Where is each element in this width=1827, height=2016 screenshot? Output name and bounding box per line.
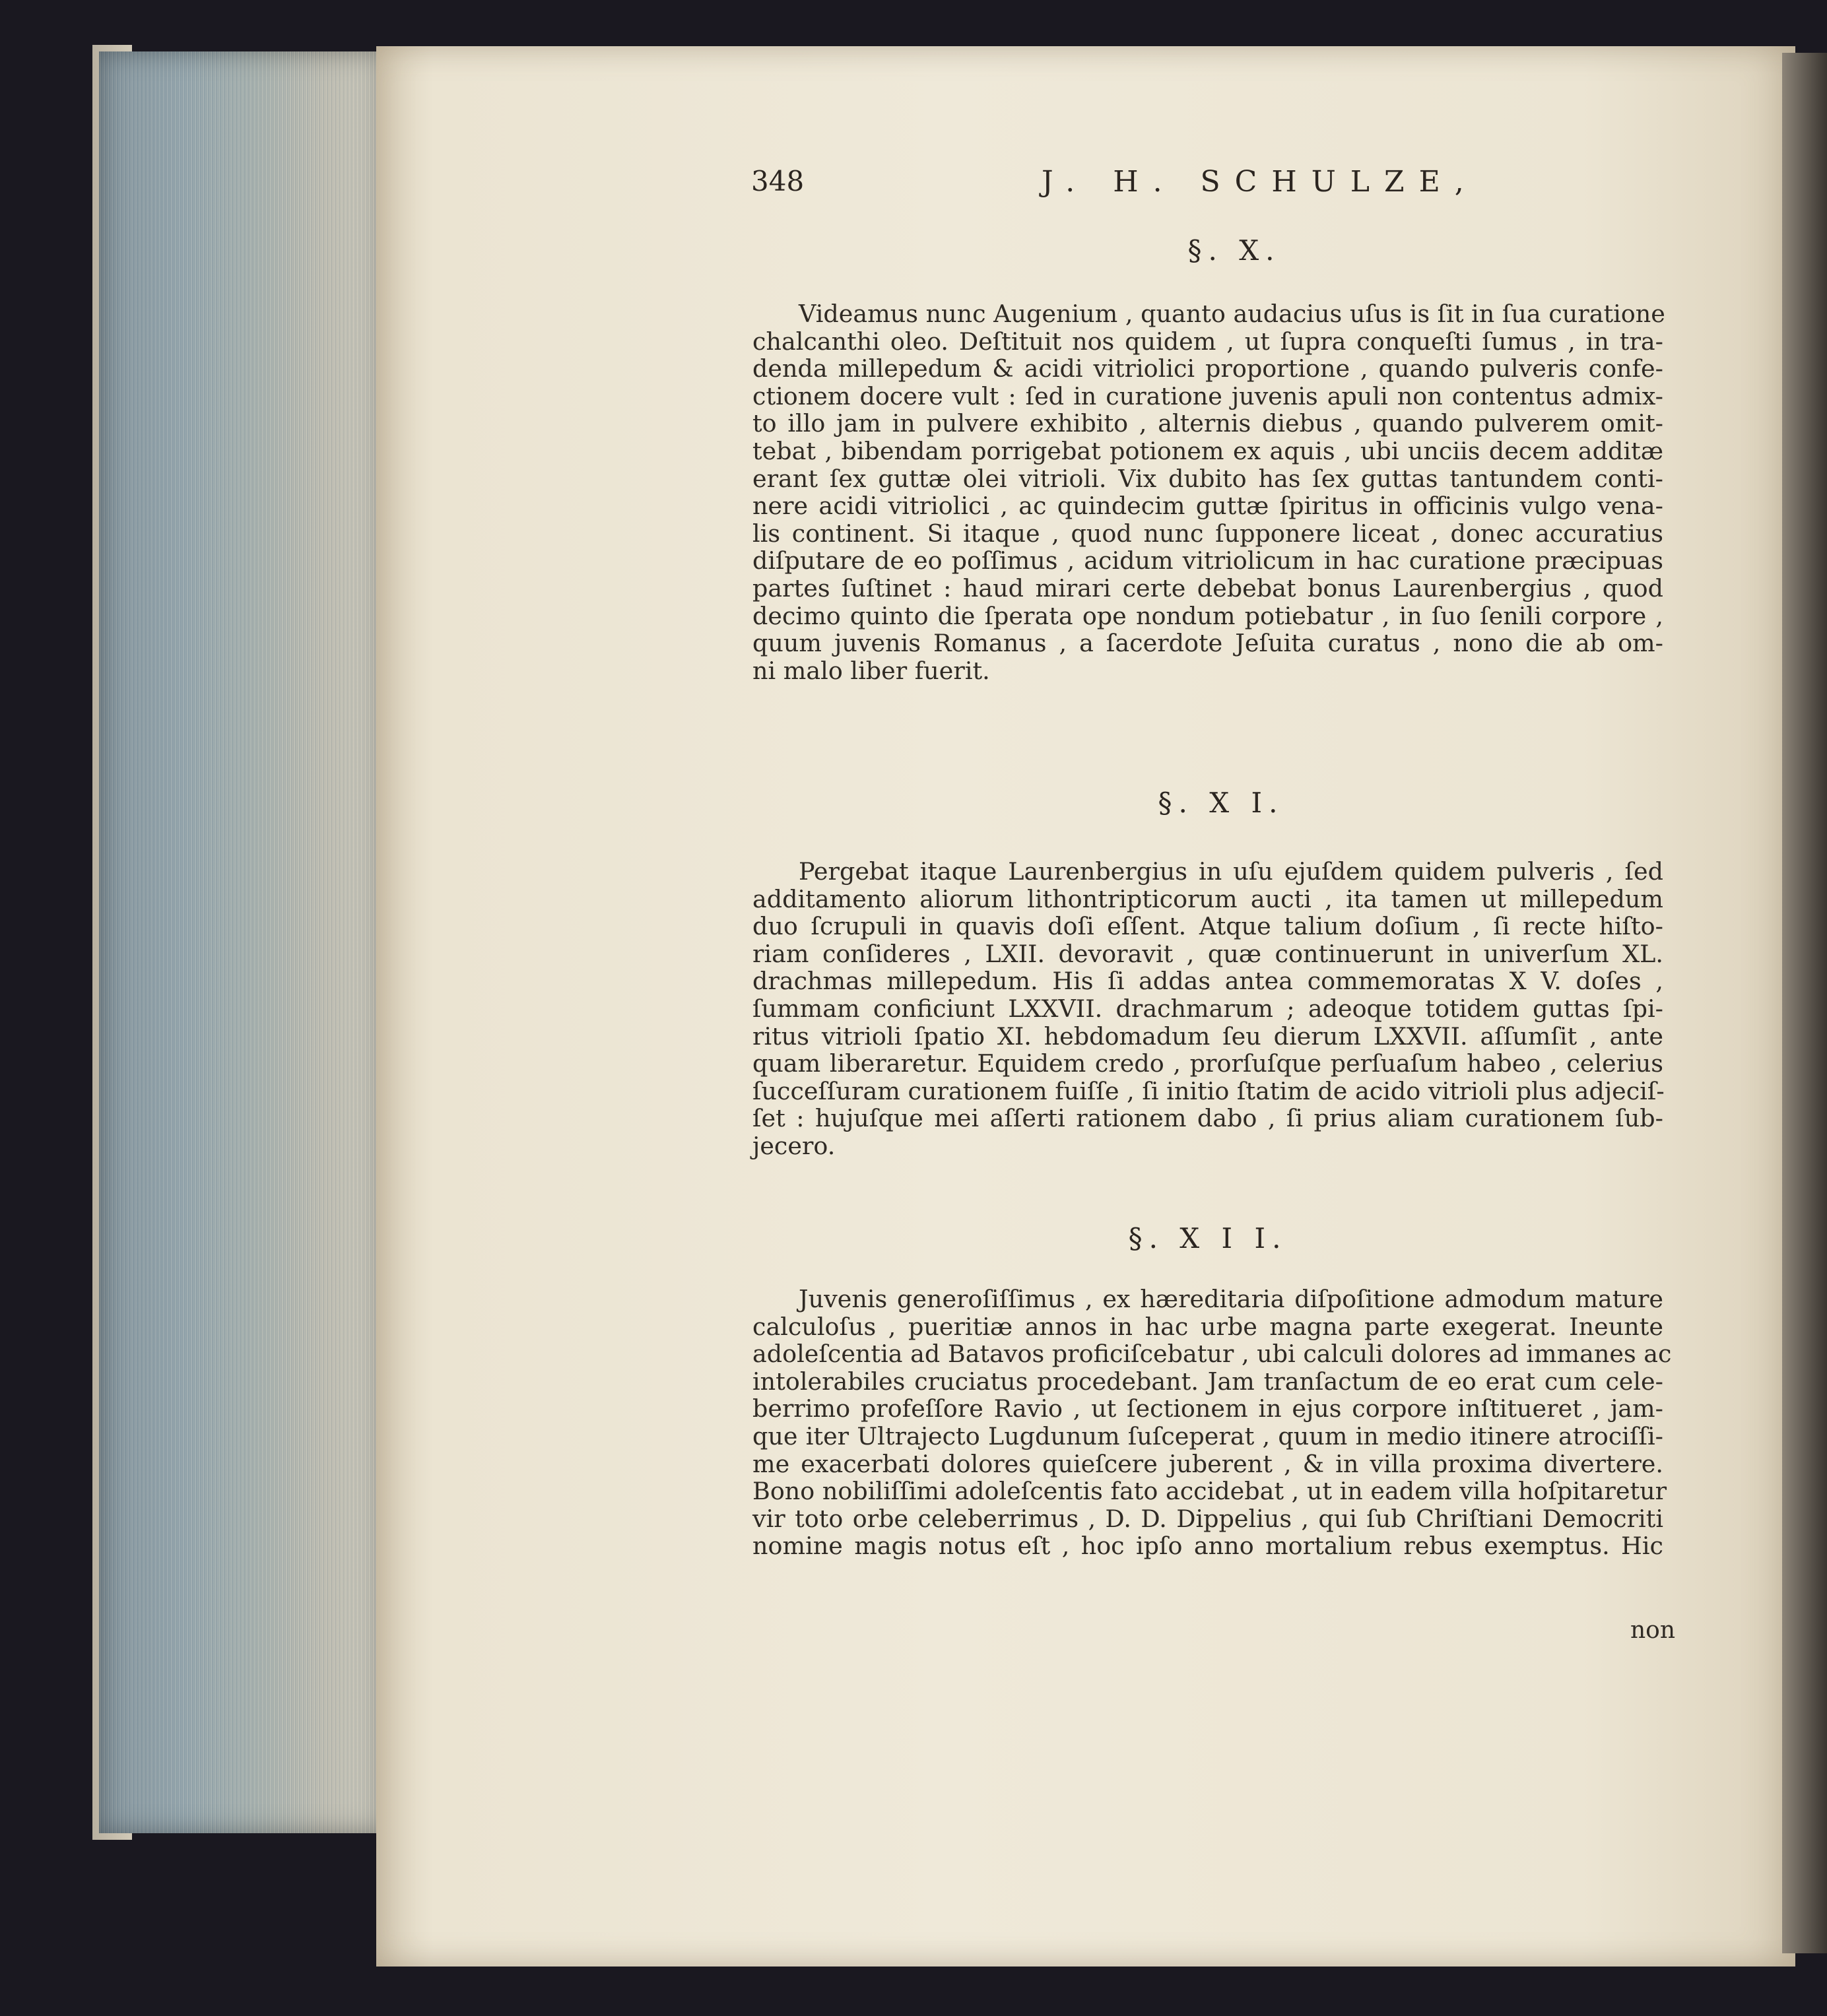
text-line: chalcanthi oleo. Deſtituit nos quidem , ut ſupra conqueſti ſumus , in tra- <box>752 327 1663 356</box>
section-body-x <box>752 300 1663 684</box>
text-line: decimo quinto die ſperata ope nondum potiebatur , in ſuo ſenili corpore , <box>752 601 1663 630</box>
text-line: lis continent. Si itaque , quod nunc ſupponere liceat , donec accuratius <box>752 519 1663 548</box>
text-line: ſucceſſuram curationem fuiſſe , ſi initio ſtatim de acido vitrioli plus adjeciſ- <box>752 1076 1665 1105</box>
text-line: diſputare de eo poſſimus , acidum vitriolicum in hac curatione præcipuas <box>752 546 1663 575</box>
text-line: riam conſideres , LXII. devoravit , quæ continuerunt in univerſum XL. <box>752 939 1663 968</box>
page-number: 348 <box>751 165 805 197</box>
book-fore-edge <box>99 51 383 1833</box>
text-line: denda millepedum & acidi vitriolici proportione , quando pulveris confe- <box>752 354 1663 383</box>
text-line: ritus vitrioli ſpatio XI. hebdomadum ſeu dierum LXXVII. aſſumſit , ante <box>752 1022 1663 1051</box>
text-line: intolerabiles cruciatus procedebant. Jam tranſactum de eo erat cum cele- <box>752 1367 1663 1396</box>
section-body-xi <box>752 858 1663 1160</box>
text-line: vir toto orbe celeberrimus , D. D. Dippelius , qui ſub Chriſtiani Democriti <box>752 1504 1663 1533</box>
page-header <box>751 165 1715 218</box>
text-line: que iter Ultrajecto Lugdunum ſuſceperat , quum in medio itinere atrociſſi- <box>752 1421 1663 1450</box>
text-line: adoleſcentia ad Batavos proficiſcebatur , ubi calculi dolores ad immanes ac <box>752 1340 1672 1369</box>
text-line: nomine magis notus eſt , hoc ipſo anno mortalium rebus exemptus. Hic <box>752 1532 1663 1561</box>
section-heading-xi: §. X I. <box>1158 787 1284 819</box>
book-gutter <box>1782 53 1827 1953</box>
text-line: Bono nobiliſſimi adoleſcentis fato accidebat , ut in eadem villa hoſpitaretur <box>752 1477 1667 1506</box>
text-line: additamento aliorum lithontripticorum aucti , ita tamen ut millepedum <box>752 884 1663 913</box>
text-line: calculoſus , pueritiæ annos in hac urbe magna parte exegerat. Ineunte <box>752 1312 1663 1341</box>
text-line: erant ſex guttæ olei vitrioli. Vix dubito has ſex guttas tantundem conti- <box>752 464 1663 493</box>
text-line: Pergebat itaque Laurenbergius in uſu ejuſdem quidem pulveris , ſed <box>799 857 1663 886</box>
text-line: ctionem docere vult : ſed in curatione juvenis apuli non contentus admix- <box>752 381 1663 410</box>
text-line: ſummam conficiunt LXXVII. drachmarum ; adeoque totidem guttas ſpi- <box>752 994 1663 1023</box>
text-line: quum juvenis Romanus , a ſacerdote Jeſuita curatus , nono die ab om- <box>752 629 1663 658</box>
text-line: duo ſcrupuli in quavis doſi eſſent. Atque talium doſium , ſi recte hiſto- <box>752 912 1663 941</box>
text-line: quam liberaretur. Equidem credo , prorſuſque perſuaſum habeo , celerius <box>752 1049 1663 1078</box>
catchword: non <box>1630 1617 1676 1644</box>
running-head: J. H. SCHULZE, <box>1042 165 1478 199</box>
section-body-xii <box>752 1285 1672 1561</box>
text-line: jecero. <box>752 1131 836 1160</box>
section-heading-x: §. X. <box>1187 234 1281 267</box>
text-line: Videamus nunc Augenium , quanto audacius uſus is ſit in ſua curatione <box>799 300 1665 328</box>
text-line: ſet : hujuſque mei aſſerti rationem dabo , ſi prius aliam curationem ſub- <box>752 1104 1663 1133</box>
text-line: Juvenis generoſiſſimus , ex hæreditaria diſpoſitione admodum mature <box>799 1285 1663 1313</box>
text-line: tebat , bibendam porrigebat potionem ex aquis , ubi unciis decem additæ <box>752 436 1663 465</box>
text-line: berrimo profeſſore Ravio , ut ſectionem in ejus corpore inſtitueret , jam- <box>752 1394 1663 1423</box>
text-line: drachmas millepedum. His ſi addas antea commemoratas X V. doſes , <box>752 967 1663 996</box>
text-line: partes ſuſtinet : haud mirari certe debebat bonus Laurenbergius , quod <box>752 573 1663 602</box>
text-line: ni malo liber fuerit. <box>752 656 990 685</box>
text-line: me exacerbati dolores quieſcere juberent , & in villa proxima divertere. <box>752 1449 1663 1478</box>
text-line: nere acidi vitriolici , ac quindecim guttæ ſpiritus in officinis vulgo vena- <box>752 492 1663 521</box>
text-line: to illo jam in pulvere exhibito , alternis diebus , quando pulverem omit- <box>752 409 1663 438</box>
section-heading-xii: §. X I I. <box>1128 1222 1288 1254</box>
